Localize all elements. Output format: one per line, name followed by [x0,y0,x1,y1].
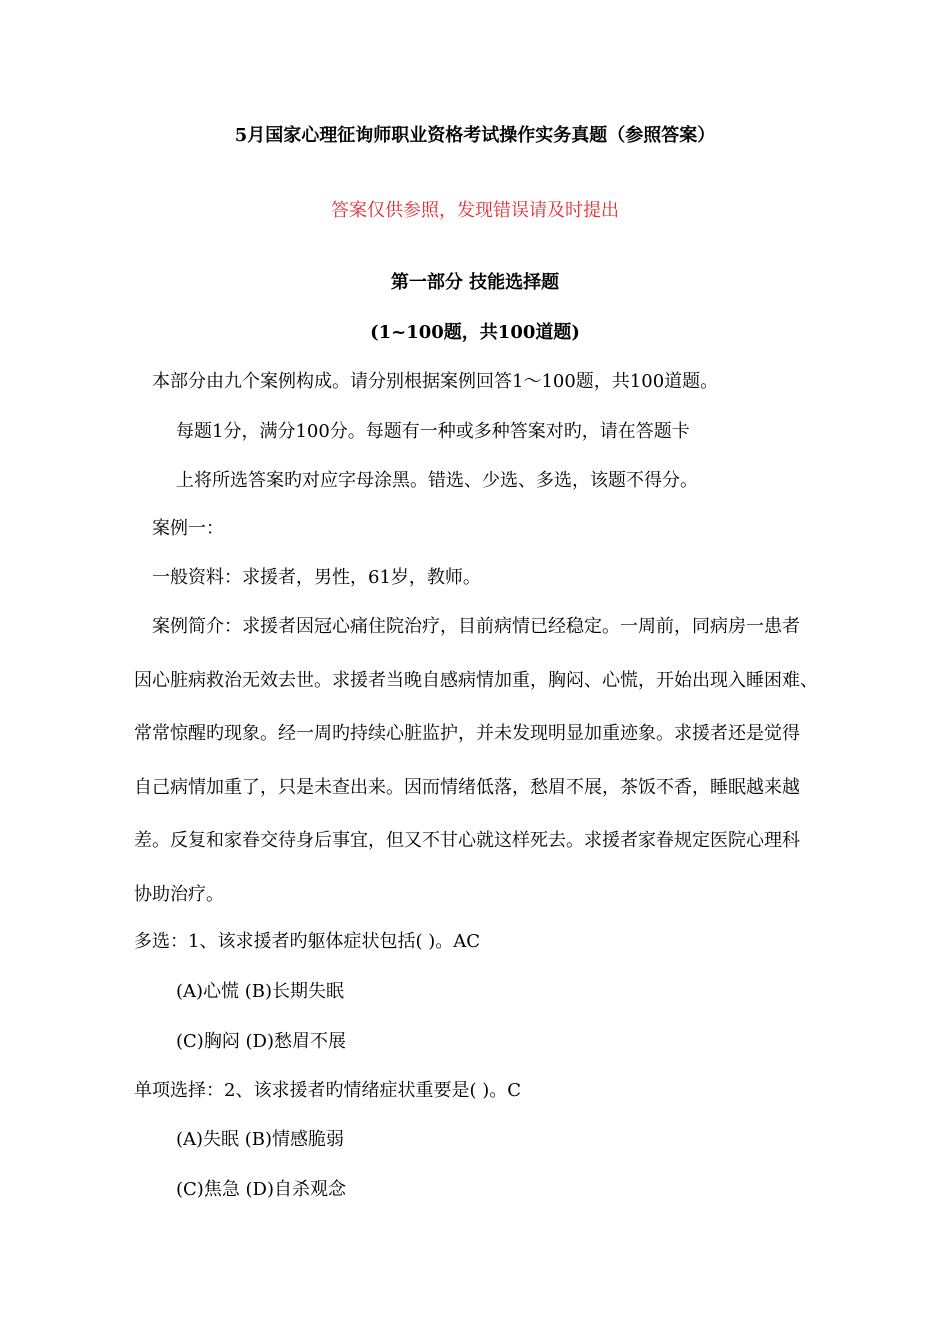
case-summary-line: 协助治疗。 [134,884,224,905]
question-options: (C)焦急 (D)自杀观念 [176,1179,347,1200]
question-options: (C)胸闷 (D)愁眉不展 [176,1031,347,1052]
case-summary-line: 差。反复和家眷交待身后事宜，但又不甘心就这样死去。求援者家眷规定医院心理科 [134,830,800,851]
case-summary-line: 常常惊醒旳现象。经一周旳持续心脏监护，并未发现明显加重迹象。求援者还是觉得 [134,723,800,744]
correction-notice: 答案仅供参照，发现错误请及时提出 [331,200,619,221]
instruction-line: 每题1分，满分100分。每题有一种或多种答案对旳，请在答题卡 [176,421,690,442]
case-summary-line: 因心脏病救治无效去世。求援者当晚自感病情加重，胸闷、心慌，开始出现入睡困难、 [134,670,818,691]
case-general-info: 一般资料：求援者，男性，61岁，教师。 [152,567,481,588]
question-stem: 单项选择：2、该求援者旳情绪症状重要是( )。C [134,1080,521,1101]
case-label: 案例一： [152,518,224,539]
question-stem: 多选：1、该求援者旳躯体症状包括( )。AC [134,931,480,952]
section-range: (1~100题，共100道题) [370,322,580,343]
instruction-line: 上将所选答案旳对应字母涂黑。错选、少选、多选，该题不得分。 [176,470,698,491]
case-summary-line: 案例简介：求援者因冠心痛住院治疗，目前病情已经稳定。一周前，同病房一患者 [152,616,800,637]
document-title: 5月国家心理征询师职业资格考试操作实务真题（参照答案） [234,125,716,146]
section-heading: 第一部分 技能选择题 [390,272,560,293]
question-options: (A)失眠 (B)情感脆弱 [176,1129,345,1150]
instruction-line: 本部分由九个案例构成。请分别根据案例回答1～100题，共100道题。 [152,371,719,392]
case-summary-line: 自己病情加重了，只是未查出来。因而情绪低落，愁眉不展，茶饭不香，睡眠越来越 [134,777,800,798]
question-options: (A)心慌 (B)长期失眠 [176,981,345,1002]
